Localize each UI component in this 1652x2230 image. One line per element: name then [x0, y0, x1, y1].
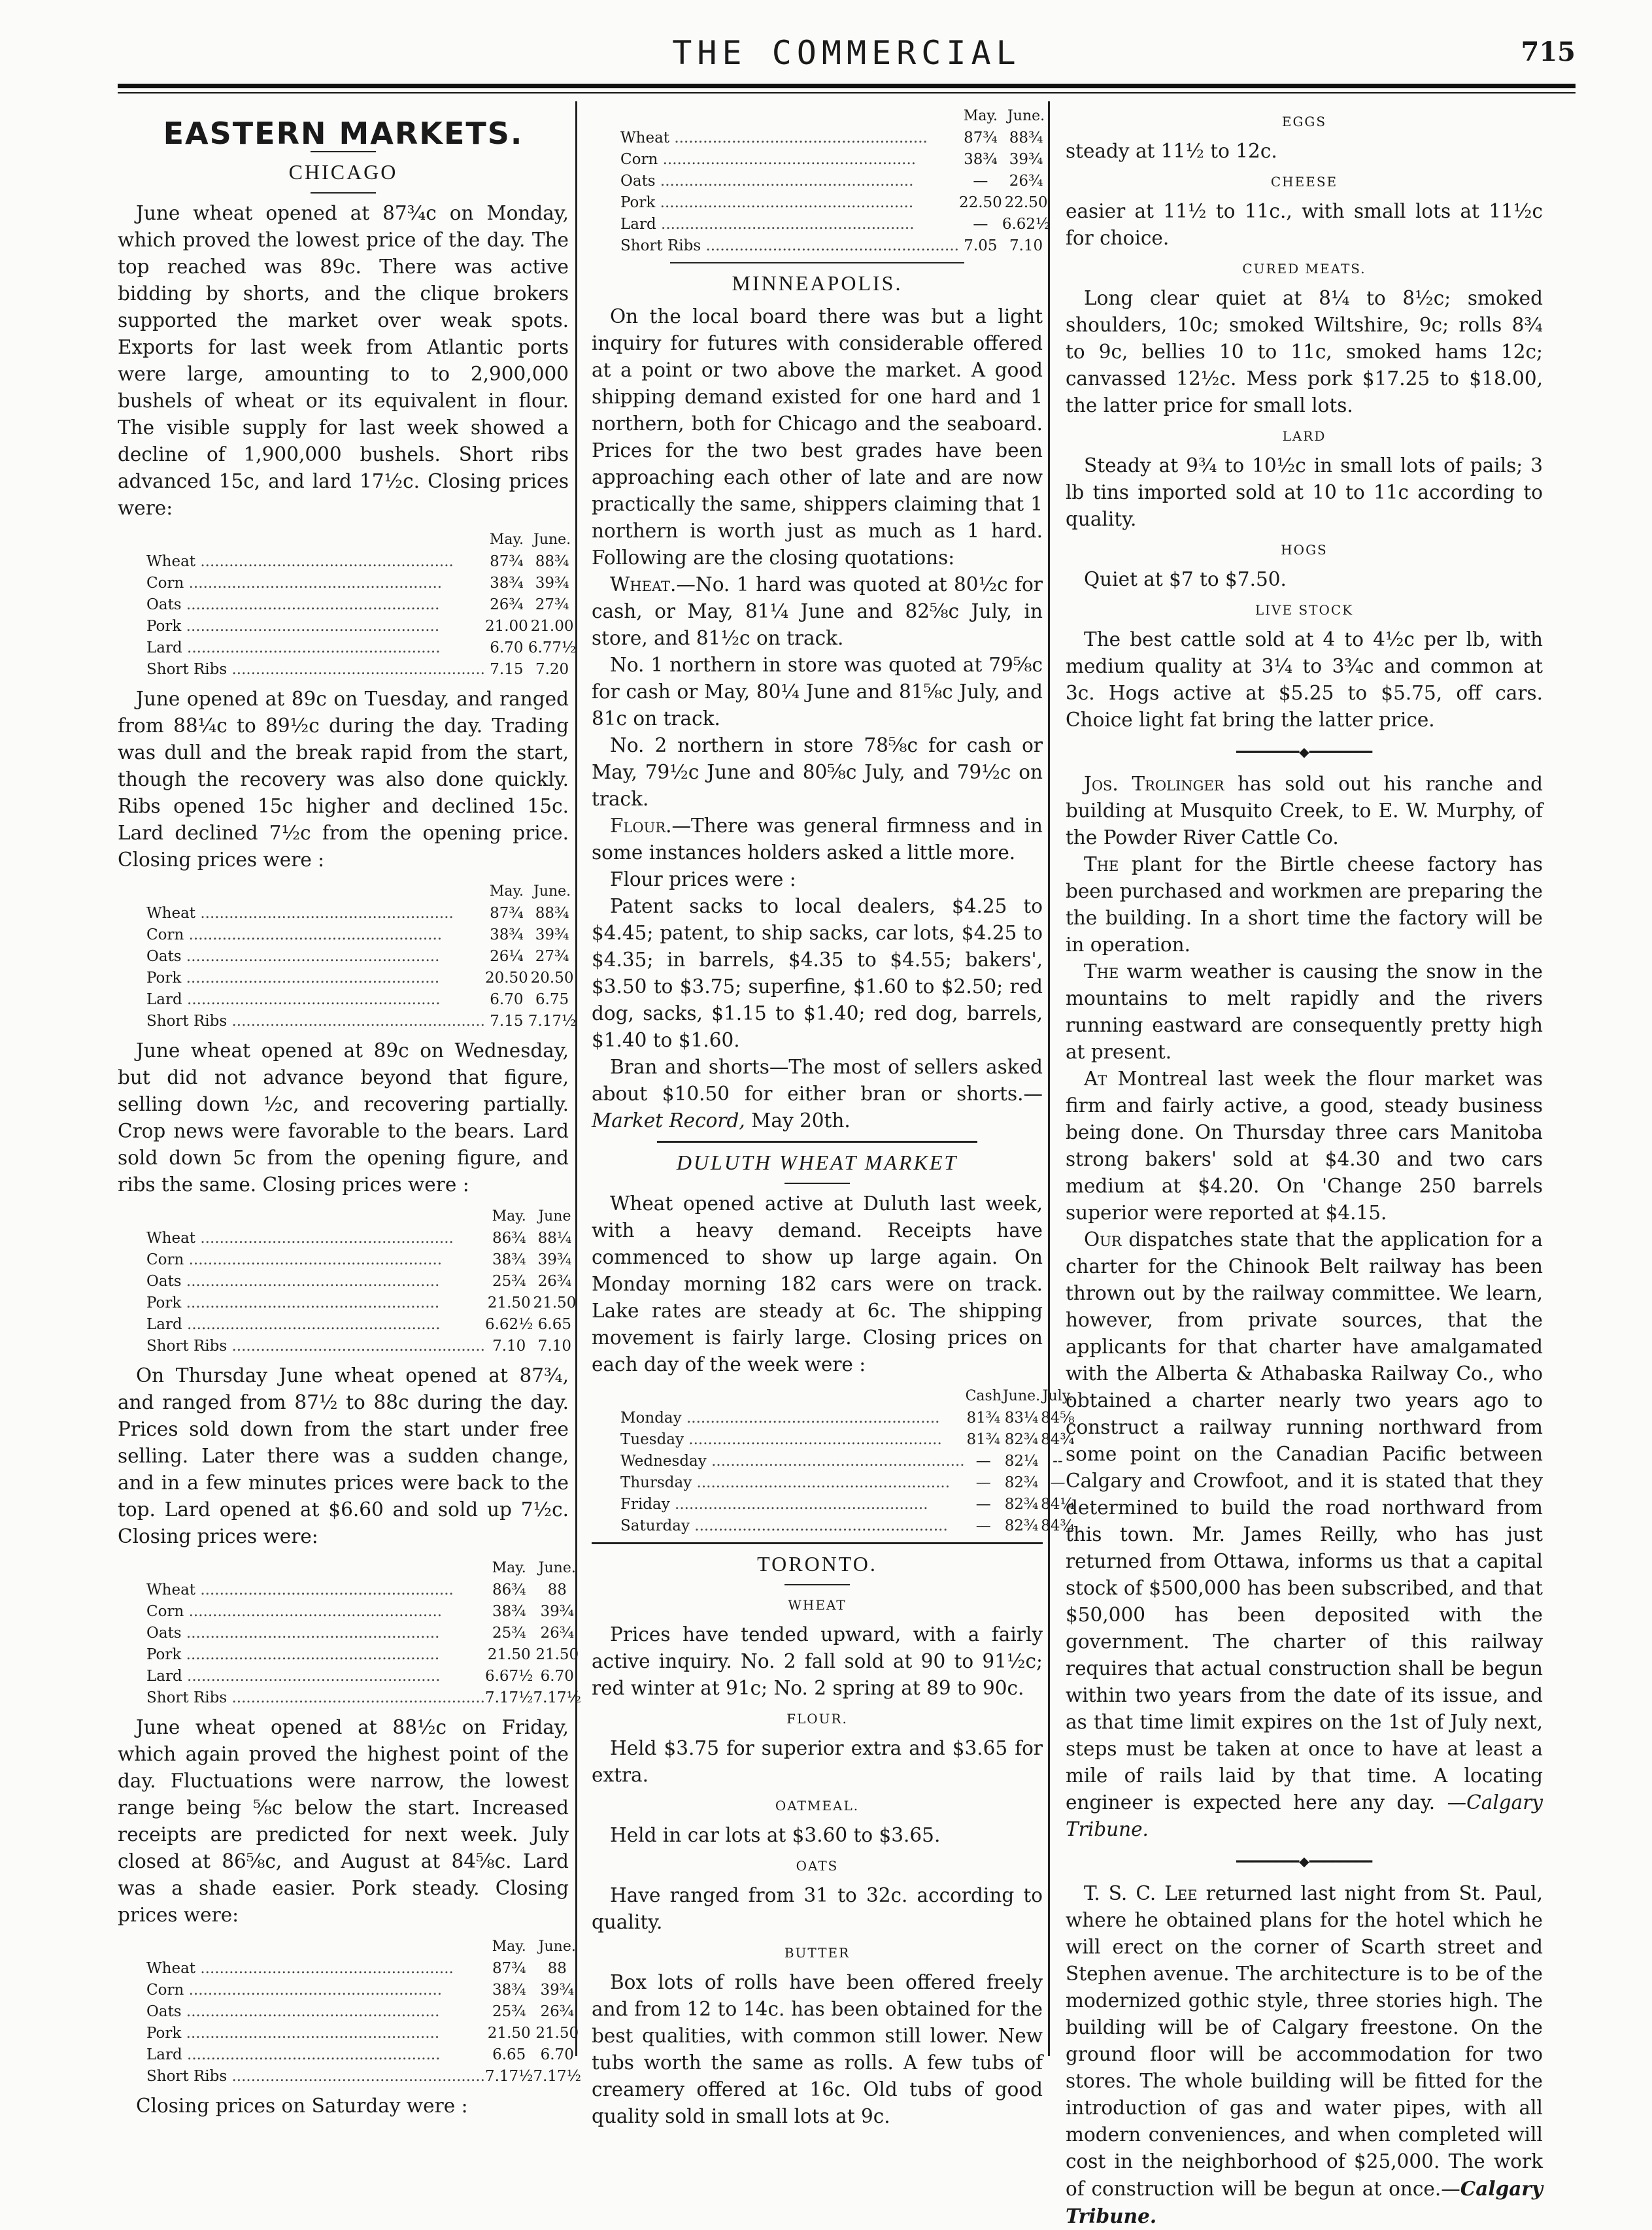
cell-june: 39¾: [540, 1603, 575, 1620]
section-rule: [670, 262, 964, 263]
paragraph: Prices have tended upward, with a fairly active inquiry. No. 2 fall sold at 90 to 91½c; red winter at 91c; No. 2 spring at 89 to 90c.: [592, 1623, 1043, 1699]
table-row: [146, 594, 576, 616]
cell-may: 6.70: [490, 639, 524, 656]
cell-june: 88¾: [535, 905, 569, 922]
row-label: Lard .....: [146, 2044, 485, 2066]
column-header: May.: [492, 1560, 526, 1576]
paragraph: [1066, 851, 1543, 958]
cell-may: 25¾: [492, 2003, 526, 2020]
cell-july: 84¼: [1041, 1496, 1075, 1513]
table-row: [146, 924, 576, 946]
table-row: [620, 149, 1050, 171]
table-row: [146, 1336, 576, 1357]
cell-may: —: [973, 216, 988, 233]
paragraph: [1066, 958, 1543, 1066]
paragraph: On Thursday June wheat opened at 87¾, and ranged from 87½ to 88c during the day. Prices sold down from the start under free selling. Later there was a sudden change, and in a few minutes prices were back to the top. Lard opened at $6.60 and sold up 7½c. Closing prices were:: [118, 1364, 569, 1547]
table-row: [146, 1580, 581, 1601]
section-rule: [592, 1542, 1043, 1544]
cell-may: 86¾: [492, 1581, 526, 1598]
paragraph: Long clear quiet at 8¼ to 8½c; smoked shoulders, 10c; smoked Wiltshire, 9c; rolls 8¾ to 9c, bellies 10 to 11c, smoked hams 12c; canvassed 12½c. Mess pork $17.25 to $18.00, the latter price for small lots.: [1066, 287, 1543, 416]
column-header: May.: [489, 532, 524, 548]
paragraph: [1066, 771, 1543, 851]
paragraph: Steady at 9¾ to 10½c in small lots of pails; 3 lb tins imported sold at 10 to 11c according to quality.: [1066, 454, 1543, 530]
paragraph-text: —No. 1 hard was quoted at 80½c for cash, or May, 81¼ June and 82⅝c July, in store, and 81½c on track.: [592, 573, 1043, 649]
run-in-heading: Jos. Trolinger: [1084, 773, 1224, 795]
cell-june: 39¾: [1009, 151, 1043, 168]
subheading: LIVE STOCK: [1255, 602, 1354, 618]
heading-rule: [311, 192, 376, 194]
table-row: [146, 659, 576, 681]
paragraph: June wheat opened at 87¾c on Monday, which proved the lowest price of the day. The top reached was 89c. There was active bidding by shorts, and the clique brokers supported the market over weak spots. Exports for last week from Atlantic ports were large, amounting to to 2,900,000 bushels of wheat or its equivalent in flour. The visible supply for last week showed a decline of 1,900,000 bushels. Short ribs advanced 15c, and lard 17½c. Closing prices were:: [118, 202, 569, 519]
table-header-row: [146, 1205, 576, 1228]
paragraph: easier at 11½ to 11c., with small lots at 11½c for choice.: [1066, 200, 1543, 249]
paragraph: June opened at 89c on Tuesday, and ranged from 88¼c to 89½c during the day. Trading was dull and the break rapid from the start, though the recovery was also done quickly. Ribs opened 15c higher and declined 15c. Lard declined 7½c from the opening price. Closing prices were :: [118, 688, 569, 871]
column-header: [146, 1205, 485, 1228]
column-3: [1066, 105, 1543, 2230]
table-row: [146, 1271, 576, 1292]
cell-june: 88¾: [535, 553, 569, 570]
table-row: [620, 127, 1050, 149]
table-row: [620, 1515, 1075, 1537]
paragraph: [1066, 1066, 1543, 1226]
column-divider: [1048, 101, 1050, 2056]
cell-may: 25¾: [492, 1273, 526, 1290]
row-label: Short Ribs .....: [146, 1336, 485, 1357]
row-label: Wheat .....: [620, 127, 959, 149]
table-row: [620, 1494, 1075, 1515]
cell-june: 39¾: [535, 926, 569, 943]
paragraph-text: Bran and shorts—The most of sellers asked about $10.50 for either bran or shorts.—: [592, 1056, 1043, 1105]
cell-june: 26¾: [540, 1625, 575, 1642]
cell-july: 84¾: [1041, 1431, 1075, 1448]
heading-rule: [784, 1183, 850, 1184]
table-row: [146, 903, 576, 924]
column-header: June.: [1007, 108, 1045, 124]
row-label: Short Ribs .....: [146, 1011, 485, 1032]
row-label: Corn .....: [146, 924, 485, 946]
row-label: Wheat .....: [146, 1580, 485, 1601]
table-row: [146, 989, 576, 1011]
row-label: Wheat .....: [146, 551, 485, 573]
cell-may: 7.17½: [484, 1689, 533, 1706]
row-label: Thursday .....: [620, 1472, 965, 1494]
row-label: Wheat .....: [146, 1958, 485, 1980]
cell-july: 84⅝: [1041, 1410, 1075, 1427]
row-label: Wednesday .....: [620, 1451, 965, 1472]
subheading: WHEAT: [788, 1597, 847, 1613]
paragraph: The best cattle sold at 4 to 4½c per lb, with medium quality at 3¼ to 3¾c and common at 3c. Hogs active at $5.25 to $5.75, off cars. Choice light fat bring the latter price.: [1066, 628, 1543, 731]
row-label: Tuesday .....: [620, 1429, 965, 1451]
row-label: Corn .....: [146, 573, 485, 594]
table-row: [620, 235, 1050, 257]
toronto-title: TORONTO.: [757, 1552, 877, 1576]
cell-june: 39¾: [537, 1251, 572, 1268]
source-credit: Market Record,: [592, 1109, 745, 1132]
cell-june: 26¾: [1009, 173, 1043, 190]
table-row: [146, 2001, 581, 2023]
subheading: BUTTER: [784, 1945, 851, 1961]
table-row: [146, 1958, 581, 1980]
paragraph: Held in car lots at $3.60 to $3.65.: [610, 1824, 941, 1846]
price-table: [146, 528, 576, 681]
row-label: Corn .....: [146, 1601, 485, 1623]
cell-may: 87¾: [490, 553, 524, 570]
column-header: June.: [1002, 1388, 1041, 1404]
table-header-row: [146, 880, 576, 903]
paragraph: No. 2 northern in store 78⅝c for cash or May, 79½c June and 80⅝c July, and 79½c on track.: [592, 734, 1043, 810]
table-row: [146, 968, 576, 989]
duluth-title: DULUTH WHEAT MARKET: [676, 1151, 958, 1174]
page-number: 715: [1521, 37, 1576, 67]
table-row: [146, 1980, 581, 2001]
cell-may: 7.17½: [484, 2068, 533, 2085]
cell-may: 86¾: [492, 1230, 526, 1247]
column-header: June.: [533, 883, 571, 900]
price-table: [146, 1935, 581, 2087]
paragraph: [1066, 1226, 1543, 1843]
subheading: CHEESE: [1270, 174, 1338, 190]
cell-may: 26¾: [490, 596, 524, 613]
row-label: Friday .....: [620, 1494, 965, 1515]
table-row: [620, 171, 1050, 192]
column-header: May.: [492, 1938, 526, 1955]
cell-june: 26¾: [540, 2003, 575, 2020]
ornament-divider: ━━━━━━━━◆━━━━━━━━: [1236, 1853, 1373, 1869]
paragraph: Closing prices on Saturday were :: [136, 2095, 468, 2117]
row-label: Pork .....: [146, 1292, 485, 1314]
publication-title: THE COMMERCIAL: [672, 34, 1021, 72]
table-row: [146, 616, 576, 637]
cell-june: 7.17½: [528, 1013, 577, 1030]
row-label: Corn .....: [146, 1249, 485, 1271]
source-date: May 20th.: [745, 1109, 851, 1132]
cell-may: 38¾: [492, 1251, 526, 1268]
column-header: [146, 1557, 485, 1580]
column-header: May.: [489, 883, 524, 900]
row-label: Oats .....: [620, 171, 959, 192]
cell-june: 82¾: [1004, 1517, 1039, 1534]
cell-cash: 81¾: [966, 1410, 1001, 1427]
cell-may: 7.05: [964, 237, 998, 254]
row-label: Pork .....: [146, 2023, 485, 2044]
cell-may: 22.50: [958, 194, 1002, 211]
cell-may: 6.65: [492, 2046, 526, 2063]
cell-may: 7.15: [490, 1013, 524, 1030]
cell-june: 39¾: [535, 575, 569, 592]
row-label: Pork .....: [146, 968, 485, 989]
row-label: Short Ribs .....: [146, 659, 485, 681]
cell-june: 26¾: [537, 1273, 572, 1290]
paragraph-text: returned last night from St. Paul, where he obtained plans for the hotel which he will erect on the corner of Scarth street and Stephen avenue. The architecture is to be of the modernized gothic style, three stories high. The building will be of Calgary freestone. On the ground floor will be accommodation for two stores. The whole building will be fitted for the introduction of gas and water pipes, with all modern conveniences, and when completed will cost in the neighborhood of $25,000. The work of construction will be begun at once.—: [1066, 1882, 1543, 2200]
cell-june: 83¼: [1004, 1410, 1039, 1427]
section-rule: [657, 1141, 977, 1143]
cell-june: 6.77½: [528, 639, 577, 656]
subheading: OATMEAL.: [775, 1798, 860, 1814]
column-header: June.: [538, 1560, 576, 1576]
paragraph: Wheat opened active at Duluth last week, with a heavy demand. Receipts have commenced to show up large again. On Monday morning 182 cars were on track. Lake rates are steady at 6c. The shipping movement is fairly large. Closing prices on each day of the week were :: [592, 1192, 1043, 1376]
column-header: [620, 1385, 965, 1408]
cell-june: 7.10: [1009, 237, 1043, 254]
row-label: Pork .....: [146, 1644, 485, 1666]
heading-rule: [784, 1584, 850, 1585]
paragraph: June wheat opened at 89c on Wednesday, but did not advance beyond that figure, selling down ½c, and recovering partially. Crop news were favorable to the bears. Lard sold down 5c from the opening figure, and ribs the same. Closing prices were :: [118, 1039, 569, 1196]
table-header-row: [146, 528, 576, 551]
table-row: [146, 1666, 581, 1687]
table-row: [620, 1451, 1075, 1472]
table-row: [620, 1429, 1075, 1451]
cell-june: 27¾: [535, 948, 569, 965]
paragraph-text: —There was general firmness and in some instances holders asked a little more.: [592, 815, 1043, 864]
table-row: [146, 2044, 581, 2066]
row-label: Lard .....: [146, 989, 485, 1011]
row-label: Lard .....: [620, 214, 959, 235]
cell-cash: —: [975, 1453, 991, 1470]
table-row: [620, 192, 1050, 214]
row-label: Oats .....: [146, 1623, 485, 1644]
cell-may: 21.50: [487, 1646, 531, 1663]
cell-june: 88¼: [537, 1230, 572, 1247]
column-header: May.: [492, 1208, 526, 1225]
cell-june: 22.50: [1004, 194, 1048, 211]
row-label: Pork .....: [146, 616, 485, 637]
cell-may: 21.00: [484, 618, 528, 635]
paragraph: Have ranged from 31 to 32c. according to quality.: [592, 1884, 1043, 1933]
paragraph: [1066, 1880, 1543, 2230]
section-heading: EASTERN MARKETS.: [163, 116, 524, 151]
table-row: [620, 1472, 1075, 1494]
cell-may: 38¾: [490, 926, 524, 943]
price-table: [146, 1557, 581, 1709]
column-header: Cash: [965, 1388, 1002, 1404]
masthead: [118, 34, 1576, 80]
table-row: [146, 2066, 581, 2087]
row-label: Wheat .....: [146, 1228, 485, 1249]
cell-june: 39¾: [540, 1982, 575, 1999]
paragraph: Quiet at $7 to $7.50.: [1084, 568, 1287, 590]
run-in-heading: T. S. C. Lee: [1084, 1882, 1198, 1904]
row-label: Short Ribs .....: [146, 2066, 485, 2087]
table-header-row: [146, 1935, 581, 1958]
table-row: [146, 1228, 576, 1249]
cell-june: 88¾: [1009, 129, 1043, 146]
cell-may: 6.67½: [484, 1668, 533, 1685]
cell-may: 87¾: [964, 129, 998, 146]
subheading: LARD: [1282, 428, 1326, 444]
row-label: Corn .....: [146, 1980, 485, 2001]
paragraph: Patent sacks to local dealers, $4.25 to $4.45; patent, to ship sacks, car lots, $4.25 to $4.35; in barrels, $4.35 to $4.55; bakers', $3.50 to $3.75; superfine, $1.60 to $2.50; red dog, sacks, $1.15 to $1.40; red dog, barrels, $1.40 to $1.60.: [592, 895, 1043, 1051]
price-table: [146, 880, 576, 1032]
cell-july: 84¾: [1041, 1517, 1075, 1534]
cell-cash: —: [975, 1517, 991, 1534]
table-header-row: [146, 1557, 581, 1580]
row-label: Lard .....: [146, 637, 485, 659]
cell-may: 87¾: [490, 905, 524, 922]
table-row: [620, 214, 1050, 235]
paragraph: No. 1 northern in store was quoted at 79⅝c for cash or May, 80¼ June and 81⅝c July, and 81c on track.: [592, 654, 1043, 730]
row-label: Oats .....: [146, 594, 485, 616]
source-credit: Calgary Tribune.: [1066, 1791, 1543, 1840]
cell-may: 21.50: [487, 1294, 531, 1311]
table-row: [146, 1623, 581, 1644]
cell-may: 38¾: [492, 1982, 526, 1999]
table-row: [146, 1314, 576, 1336]
table-row: [146, 2023, 581, 2044]
table-row: [146, 573, 576, 594]
cell-june: 7.20: [535, 661, 569, 678]
paragraph: Box lots of rolls have been offered freely and from 12 to 14c. has been obtained for the best qualities, with common still lower. New tubs worth the same as rolls. A few tubs of creamery offered at 16c. Old tubs of good quality sold in small lots at 9c.: [592, 1971, 1043, 2127]
table-row: [146, 946, 576, 968]
table-header-row: [620, 105, 1050, 127]
cell-july: —: [1050, 1474, 1066, 1491]
cell-june: 21.00: [530, 618, 574, 635]
table-row: [146, 1292, 576, 1314]
column-header: July.: [1042, 1388, 1073, 1404]
column-header: [146, 880, 485, 903]
cell-cash: 81¾: [966, 1431, 1001, 1448]
row-label: Corn .....: [620, 149, 959, 171]
paragraph-text: has sold out his ranche and building at Musquito Creek, to E. W. Murphy, of the Powder River Cattle Co.: [1066, 773, 1543, 849]
cell-june: 21.50: [535, 1646, 579, 1663]
paragraph: Flour prices were :: [610, 868, 796, 890]
row-label: Lard .....: [146, 1314, 485, 1336]
row-label: Oats .....: [146, 2001, 485, 2023]
cell-may: 7.15: [490, 661, 524, 678]
masthead-rule: [118, 84, 1576, 88]
price-table: [620, 105, 1050, 257]
paragraph: June wheat opened at 88½c on Friday, which again proved the highest point of the day. Fluctuations were narrow, the lowest range being ⅝c below the start. Increased receipts are predicted for next week. July closed at 86⅝c, and August at 84⅝c. Lard was a shade easier. Pork steady. Closing prices were:: [118, 1716, 569, 1926]
cell-june: 21.50: [533, 1294, 577, 1311]
cell-may: 38¾: [964, 151, 998, 168]
column-header: June: [538, 1208, 571, 1225]
column-1: [118, 105, 581, 2120]
table-row: [146, 1644, 581, 1666]
subheading: EGGS: [1281, 114, 1327, 129]
price-table: [620, 1385, 1075, 1537]
column-divider: [575, 101, 577, 2056]
row-label: Saturday .....: [620, 1515, 965, 1537]
heading-rule: [311, 151, 376, 152]
column-header: May.: [963, 108, 998, 124]
row-label: Lard .....: [146, 1666, 485, 1687]
table-row: [146, 1687, 581, 1709]
source-credit: Calgary Tribune.: [1066, 2177, 1543, 2227]
chicago-title: CHICAGO: [288, 160, 398, 184]
run-in-heading: The: [1084, 960, 1119, 983]
cell-may: 21.50: [487, 2025, 531, 2042]
run-in-heading: Flour.: [610, 815, 672, 837]
paragraph: [592, 813, 1043, 866]
row-label: Oats .....: [146, 946, 485, 968]
row-label: Pork .....: [620, 192, 959, 214]
subheading: CURED MEATS.: [1242, 261, 1366, 277]
row-label: Wheat .....: [146, 903, 485, 924]
cell-june: 6.70: [540, 1668, 574, 1685]
cell-may: 26¼: [490, 948, 524, 965]
cell-june: 6.75: [535, 991, 569, 1008]
cell-june: 82¾: [1004, 1496, 1039, 1513]
row-label: Oats .....: [146, 1271, 485, 1292]
cell-cash: —: [975, 1474, 991, 1491]
paragraph: Held $3.75 for superior extra and $3.65 for extra.: [592, 1737, 1043, 1786]
row-label: Short Ribs .....: [620, 235, 959, 257]
cell-may: 20.50: [484, 970, 528, 987]
subheading: FLOUR.: [786, 1711, 848, 1727]
run-in-heading: At: [1084, 1068, 1107, 1090]
cell-june: 7.17½: [533, 2068, 581, 2085]
cell-may: 6.70: [490, 991, 524, 1008]
price-table: [146, 1205, 576, 1357]
row-label: Short Ribs .....: [146, 1687, 485, 1709]
table-row: [146, 1249, 576, 1271]
cell-june: 82¾: [1004, 1474, 1039, 1491]
cell-may: 87¾: [492, 1960, 526, 1977]
column-header: [146, 1935, 485, 1958]
cell-june: 82¼: [1004, 1453, 1039, 1470]
paragraph-text: warm weather is causing the snow in the mountains to melt rapidly and the rivers running eastward are consequently pretty high at present.: [1066, 960, 1543, 1063]
paragraph-text: plant for the Birtle cheese factory has been purchased and workmen are preparing the the building. In a short time the factory will be in operation.: [1066, 853, 1543, 956]
paragraph-text: Montreal last week the flour market was firm and fairly active, a good, steady business being done. On Thursday three cars Manitoba strong bakers' sold at $4.30 and two cars medium at $4.20. On 'Change 250 barrels superior were reported at $4.15.: [1066, 1068, 1543, 1224]
cell-june: 27¾: [535, 596, 569, 613]
cell-june: 20.50: [530, 970, 574, 987]
cell-cash: —: [975, 1496, 991, 1513]
run-in-heading: Our: [1084, 1228, 1122, 1251]
cell-june: 7.10: [537, 1338, 572, 1355]
cell-may: 25¾: [492, 1625, 526, 1642]
column-header: [146, 528, 485, 551]
run-in-heading: The: [1084, 853, 1119, 875]
cell-june: 21.50: [535, 2025, 579, 2042]
table-row: [146, 637, 576, 659]
column-header: [620, 105, 959, 127]
row-label: Monday .....: [620, 1408, 965, 1429]
cell-may: 38¾: [490, 575, 524, 592]
cell-may: 6.62½: [484, 1316, 533, 1333]
cell-june: 88: [547, 1581, 567, 1598]
cell-june: 6.70: [540, 2046, 574, 2063]
paragraph-text: dispatches state that the application for a charter for the Chinook Belt railway has been thrown out by the railway committee. We learn, however, from private sources, that the applicants for that charter have amalgamated with the Alberta & Athabaska Railway Co., who obtained a charter nearly two years ago to construct a railway running northward from some point on the Canadian Pacific between Calgary and Crowfoot, and it is stated that they determined to build the road northward from this town. Mr. James Reilly, who has just returned from Ottawa, informs us that a capital stock of $500,000 has been subscribed, and that $50,000 has been deposited with the government. The charter of this railway requires that actual construction shall be begun within two years from the date of its issue, and as that time limit expires on the 1st of July next, steps must be taken at once to have at least a mile of rails laid by that time. A locating engineer is expected here any day. —: [1066, 1228, 1543, 1814]
cell-june: 6.62½: [1002, 216, 1051, 233]
subheading: HOGS: [1281, 542, 1328, 558]
table-row: [146, 1601, 581, 1623]
table-header-row: [620, 1385, 1075, 1408]
masthead-rule-thin: [118, 92, 1576, 93]
cell-may: 7.10: [492, 1338, 526, 1355]
paragraph: On the local board there was but a light inquiry for futures with considerable offered at a point or two above the market. A good shipping demand existed for one hard and 1 northern, both for Chicago and the seaboard. Prices for the two best grades have been approaching each other of late and are now practically the same, shippers claiming that 1 northern is worth just as much as 1 hard. Following are the closing quotations:: [592, 305, 1043, 569]
paragraph: [592, 571, 1043, 652]
minneapolis-title: MINNEAPOLIS.: [732, 271, 903, 295]
cell-june: 88: [547, 1960, 567, 1977]
run-in-heading: Wheat.: [610, 573, 677, 596]
table-row: [620, 1408, 1075, 1429]
cell-may: —: [973, 173, 988, 190]
paragraph: [592, 1054, 1043, 1134]
paragraph: steady at 11½ to 12c.: [1066, 140, 1277, 162]
ornament-divider: ━━━━━━━━◆━━━━━━━━: [1236, 744, 1373, 760]
table-row: [146, 1011, 576, 1032]
cell-may: 38¾: [492, 1603, 526, 1620]
cell-june: 6.65: [537, 1316, 572, 1333]
table-row: [146, 551, 576, 573]
cell-june: 82¾: [1004, 1431, 1039, 1448]
column-header: June.: [538, 1938, 576, 1955]
cell-july: --: [1053, 1453, 1063, 1470]
column-header: June.: [533, 532, 571, 548]
column-2: [592, 105, 1075, 2130]
subheading: OATS: [796, 1858, 839, 1874]
cell-june: 7.17½: [533, 1689, 581, 1706]
